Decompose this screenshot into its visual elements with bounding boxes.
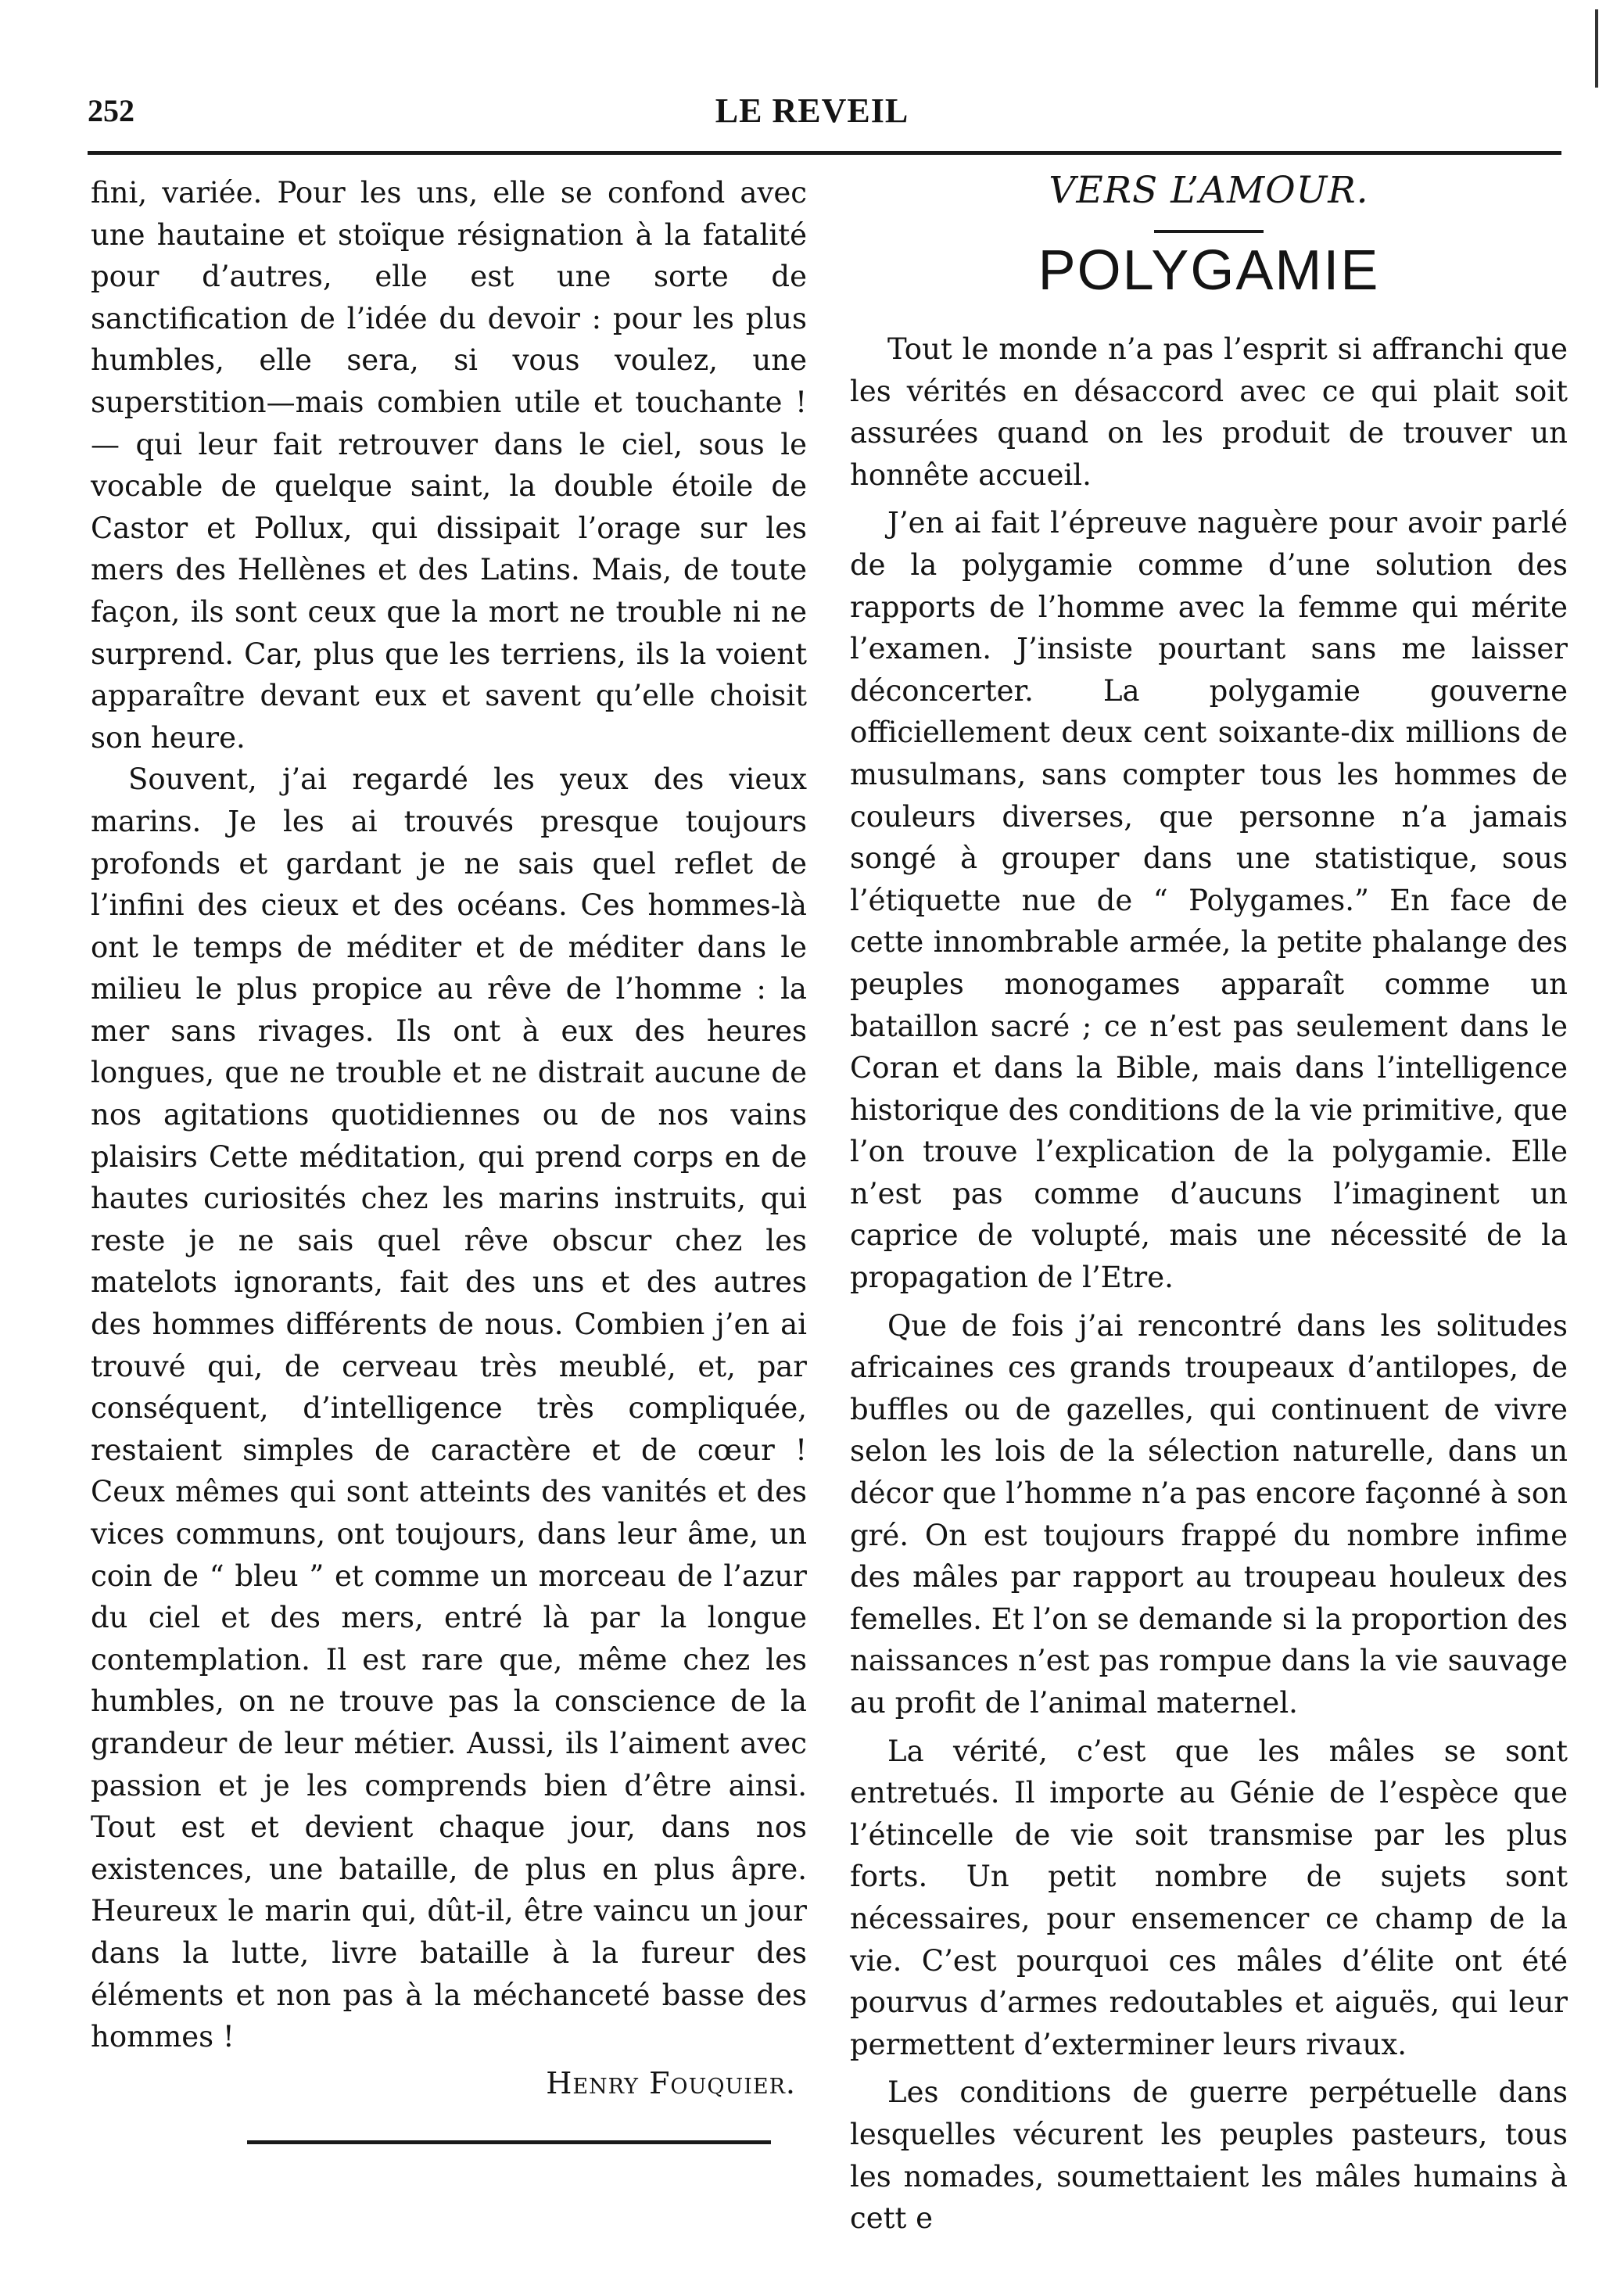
running-title: LE REVEIL — [715, 91, 909, 130]
left-paragraph-2: Souvent, j’ai regardé les yeux des vieux marins. Je les ai trouvés presque toujours profonds et gardant je ne sais quel reflet de l’infini des cieux et des océans. Ces hommes-là ont le temps de méditer et de méditer dans le milieu le plus propice au rêve de l’homme : la mer sans rivages. Ils ont à eux des heures longues, que ne trouble et ne distrait aucune de nos agitations quotidiennes ou de nos vains plaisirs Cette méditation, qui prend corps en de hautes curiosités chez les marins instruits, qui reste je ne sais quel rêve obscur chez les matelots ignorants, fait des uns et des autres des hommes différents de nous. Combien j’en ai trouvé qui, de cerveau très meublé, et, par conséquent, d’intelligence très compliquée, restaient simples de caractère et de cœur ! Ceux mêmes qui sont atteints des vanités et des vices communs, ont toujours, dans leur âme, un coin de “ bleu ” et comme un morceau de l’azur du ciel et des mers, entré là par la longue contemplation. Il est rare que, même chez les humbles, on ne trouve pas la conscience de la grandeur de leur métier. Aussi, ils l’aiment avec passion et je les comprends bien d’être ainsi. Tout est et devient chaque jour, dans nos existences, une bataille, de plus en plus âpre. Heureux le marin qui, dût-il, être vaincu un jour dans la lutte, livre bataille à la fureur des éléments et non pas à la méchanceté basse des hommes ! — [91, 762, 807, 2054]
right-paragraph-5: Les conditions de guerre perpétuelle dans lesquelles vécurent les peuples pasteurs, tous les nomades, soumettaient les mâles humains à cett e — [850, 2075, 1568, 2236]
article-title: POLYGAMIE — [1038, 239, 1380, 302]
page-number: 252 — [88, 93, 134, 128]
header-rule — [88, 151, 1561, 155]
kicker-rule — [1154, 230, 1264, 233]
left-paragraph-1: fini, variée. Pour les uns, elle se confond avec une hautaine et stoïque résignation à la fatalité pour d’autres, elle est une sorte de sanctification de l’idée du devoir : pour les plus humbles, elle sera, si vous voulez, une superstition—mais combien utile et touchante ! — qui leur fait retrouver dans le ciel, sous le vocable de quelque saint, la double étoile de Castor et Pollux, qui dissipait l’orage sur les mers des Hellènes et des Latins. Mais, de toute façon, ils sont ceux que la mort ne trouble ni ne surprend. Car, plus que les terriens, ils la voient apparaître devant eux et savent qu’elle choisit son heure. — [91, 176, 807, 755]
right-paragraph-3: Que de fois j’ai rencontré dans les solitudes africaines ces grands troupeaux d’antilopes, de buffles ou de gazelles, qui continuent de vivre selon les lois de la sélection naturelle, dans un décor que l’homme n’a pas encore façonné à son gré. On est toujours frappé du nombre infime des mâles par rapport au troupeau houleux des femelles. Et l’on se demande si la proportion des naissances n’est pas rompue dans la vie sauvage au profit de l’animal maternel. — [850, 1308, 1568, 1720]
right-paragraph-4: La vérité, c’est que les mâles se sont entretués. Il importe au Génie de l’espèce que l’étincelle de vie soit transmise par les plus forts. Un petit nombre de sujets sont nécessaires, pour ensemencer ce champ de la vie. C’est pourquoi ces mâles d’élite ont été pourvus d’armes redoutables et aiguës, qui leur permettent d’exterminer leurs rivaux. — [850, 1734, 1568, 2061]
margin-mark — [1595, 9, 1598, 88]
left-column — [91, 172, 807, 2144]
right-paragraph-2: J’en ai fait l’épreuve naguère pour avoir parlé de la polygamie comme d’une solution des rapports de l’homme avec la femme qui mérite l’examen. J’insiste pourtant sans me laisser déconcerter. La polygamie gouverne officiellement deux cent soixante-dix millions de musulmans, sans compter tous les hommes de couleurs diverses, que personne n’a jamais songé à grouper dans une statistique, sous l’étiquette nue de “ Polygames.” En face de cette innombrable armée, la petite phalange des peuples monogames apparaît comme un bataillon sacré ; ce n’est pas seulement dans le Coran et dans la Bible, mais dans l’intelligence historique des conditions de la vie primitive, que l’on trouve l’explication de la polygamie. Elle n’est pas comme d’aucuns l’imaginent un caprice de volupté, mais une nécessité de la propagation de l’Etre. — [850, 506, 1568, 1295]
section-kicker: VERS L’AMOUR. — [1049, 169, 1369, 212]
author-signature: Henry Fouquier. — [546, 2065, 796, 2100]
right-paragraph-1: Tout le monde n’a pas l’esprit si affranchi que les vérités en désaccord avec ce qui plait soit assurées quand on les produit de trouver un honnête accueil. — [850, 332, 1568, 492]
article-end-rule — [247, 2140, 771, 2144]
right-column — [850, 169, 1568, 2246]
